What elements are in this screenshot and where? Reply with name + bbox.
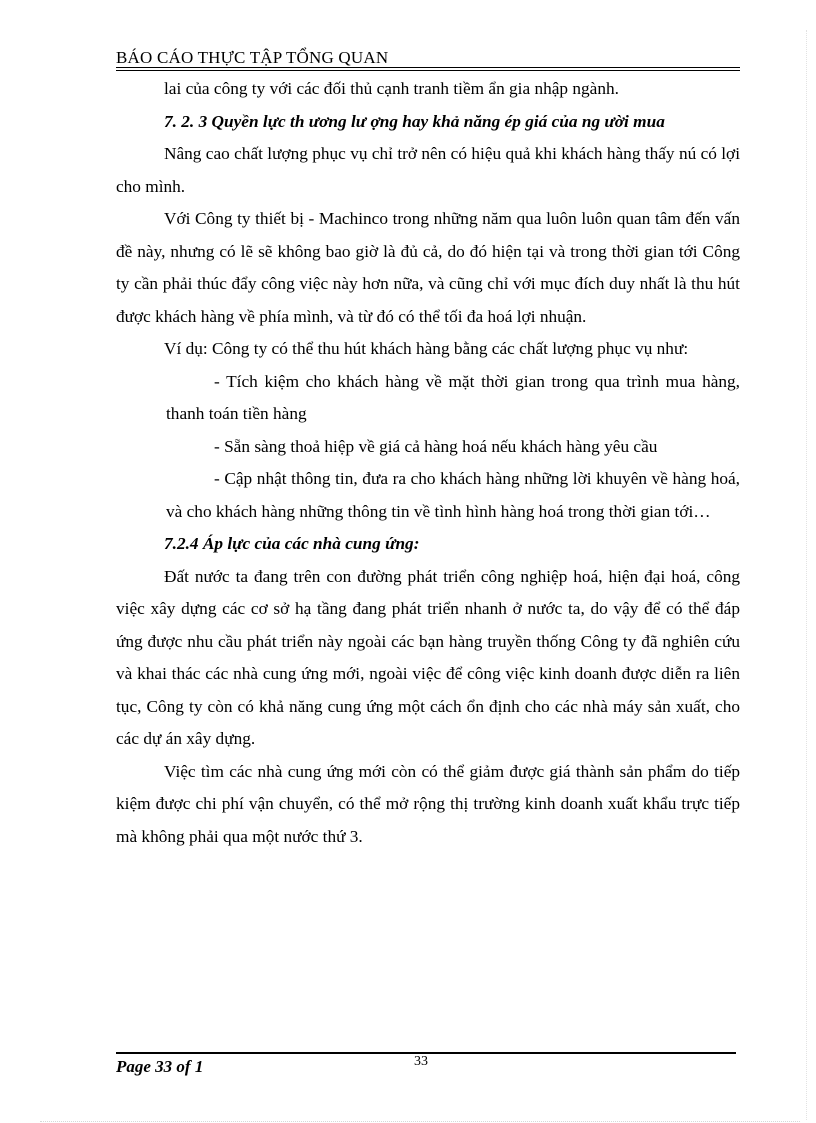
paragraph-service-quality: Nâng cao chất lượng phục vụ chỉ trở nên có hiệu quả khi khách hàng thấy nú có lợi cho mình.: [116, 144, 740, 196]
section-heading-7-2-3: 7. 2. 3 Quyền lực th ương lư ợng hay khả năng ép giá của ng ười mua: [164, 111, 665, 131]
header-rule-top: [116, 67, 740, 68]
section-heading-7-2-4: 7.2.4 Áp lực của các nhà cung ứng:: [164, 534, 420, 553]
paragraph-continuation: lai của công ty với các đối thủ cạnh tranh tiềm ẩn gia nhập ngành.: [164, 79, 619, 98]
paragraph-new-suppliers: Việc tìm các nhà cung ứng mới còn có thể giảm được giá thành sản phẩm do tiếp kiệm được chi phí vận chuyển, có thể mở rộng thị trường kinh doanh xuất khẩu trực tiếp mà không phải qua một nước thứ 3.: [116, 761, 740, 846]
header-rule-bottom: [116, 70, 740, 71]
footer-page-label: Page 33 of 1: [116, 1057, 204, 1076]
page-edge-right: [806, 30, 807, 1120]
bullet-negotiate-price: - Sẵn sàng thoả hiệp về giá cả hàng hoá nếu khách hàng yêu cầu: [214, 436, 658, 456]
bullet-save-time: - Tích kiệm cho khách hàng về mặt thời gian trong qua trình mua hàng, thanh toán tiền hàng: [166, 371, 740, 423]
page-edge-bottom: [40, 1121, 800, 1122]
bullet-update-info: - Cập nhật thông tin, đưa ra cho khách hàng những lời khuyên về hàng hoá, và cho khách hàng những thông tin về tình hình hàng hoá trong thời gian tới…: [166, 469, 740, 521]
header-title: BÁO CÁO THỰC TẬP TỔNG QUAN: [116, 48, 389, 67]
paragraph-suppliers: Đất nước ta đang trên con đường phát triển công nghiệp hoá, hiện đại hoá, công việc xây dựng các cơ sở hạ tầng đang phát triển nhanh ở nước ta, do vậy để có thể đáp ứng được nhu cầu phát triển này ngoài các bạn hàng truyền thống Công ty đã nghiên cứu và khai thác các nhà cung ứng mới, ngoài việc để công việc kinh doanh được diễn ra liên tục, Công ty còn có khả năng cung ứng một cách ổn định cho các nhà máy sản xuất, cho các dự án xây dựng.: [116, 566, 740, 748]
paragraph-machinco: Với Công ty thiết bị - Machinco trong những năm qua luôn luôn quan tâm đến vấn đề này, nhưng có lẽ sẽ không bao giờ là đủ cả, do đó hiện tại và trong thời gian tới Công ty cần phải thúc đẩy công việc này hơn nữa, và cũng chỉ với mục đích duy nhất là thu hút được khách hàng về phía mình, và từ đó có thể tối đa hoá lợi nhuận.: [116, 209, 740, 326]
footer-page-number: 33: [414, 1054, 428, 1069]
paragraph-example: Ví dụ: Công ty có thể thu hút khách hàng bằng các chất lượng phục vụ như:: [164, 339, 689, 358]
document-body: [116, 73, 740, 853]
